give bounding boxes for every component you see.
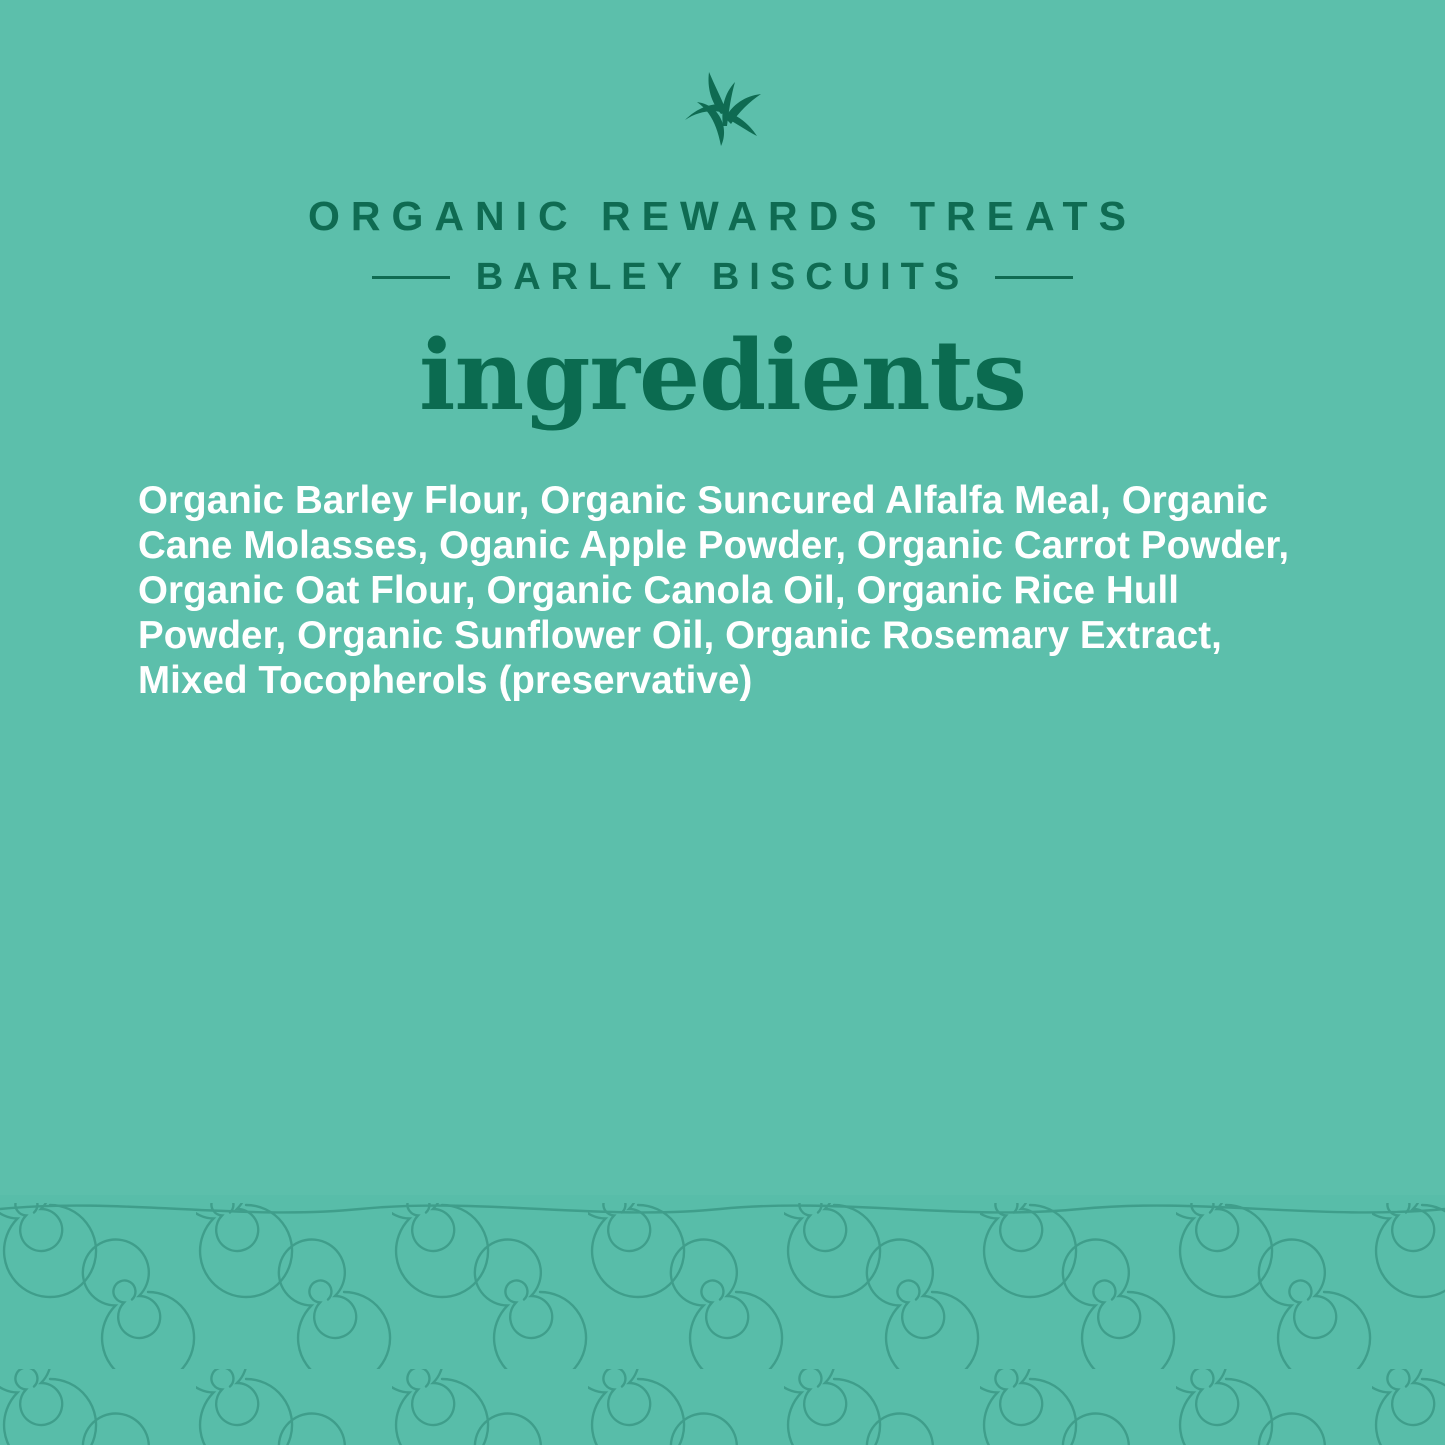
ingredients-text: Organic Barley Flour, Organic Suncured Alfalfa Meal, Organic Cane Molasses, Oganic Apple Powder, Organic Carrot Powder, Organic Oat Flour, Organic Canola Oil, Organic Rice Hull Powder, Organic Sunflower Oil, Organic Rosemary Extract, Mixed Tocopherols (preservative)	[138, 479, 1290, 702]
page-title: ingredients	[419, 319, 1026, 432]
sprout-leaf-icon	[677, 68, 769, 153]
sprout-leaf-ornament	[0, 68, 1445, 153]
label-subkicker: BARLEY BISCUITS	[475, 256, 970, 298]
label-subkicker-row	[0, 258, 1445, 296]
divider-right	[995, 276, 1073, 279]
divider-left	[372, 276, 450, 279]
spiral-swirl-pattern	[0, 1195, 1445, 1445]
label-kicker: ORGANIC REWARDS TREATS	[308, 193, 1137, 239]
